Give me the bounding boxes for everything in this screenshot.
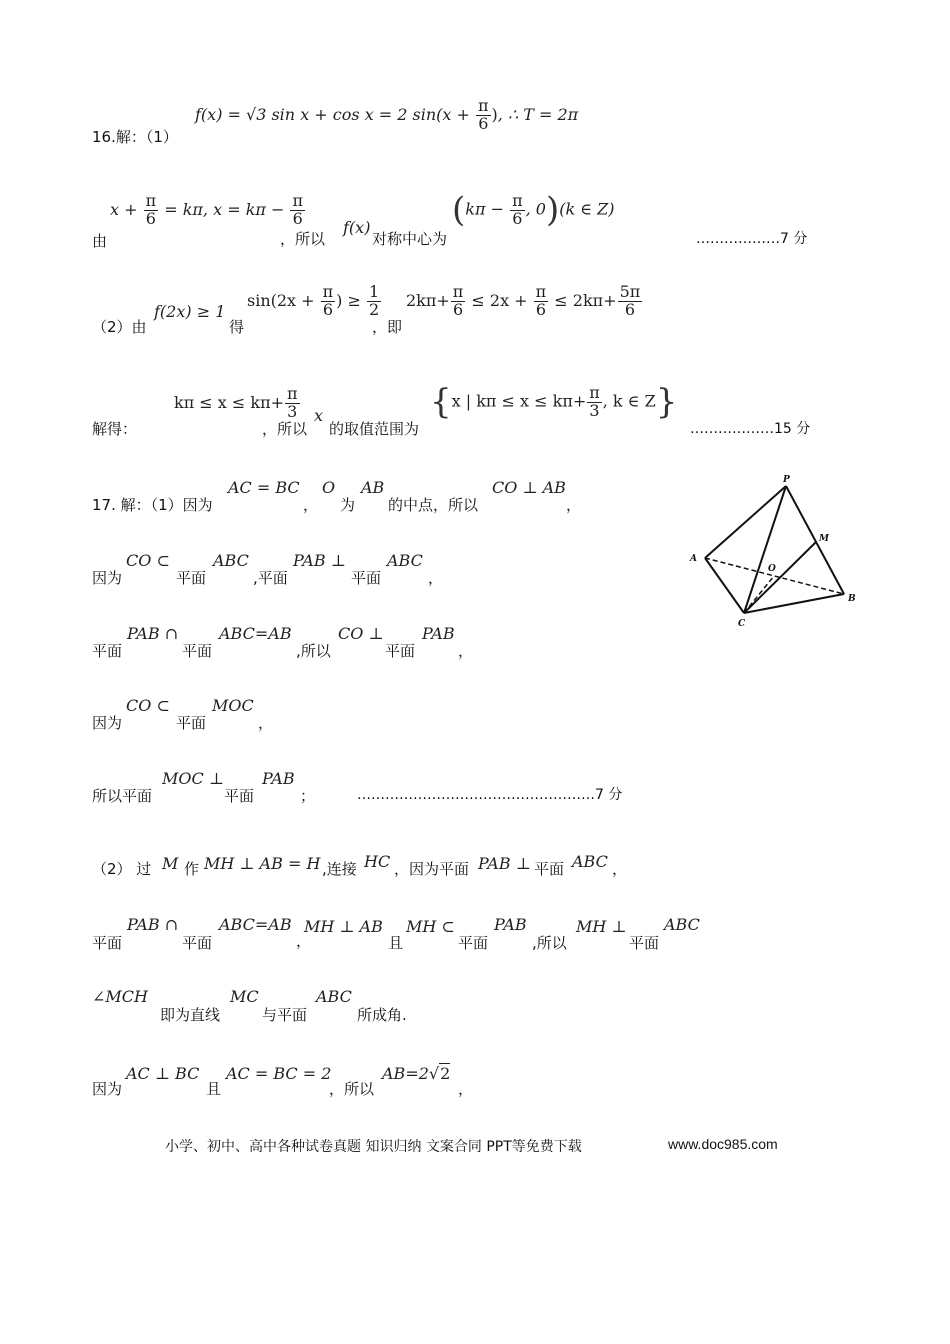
footer-text: 小学、初中、高中各种试卷真题 知识归纳 文案合同 PPT等免费下载	[165, 1139, 582, 1155]
plane: 平面	[182, 934, 213, 952]
q17-l9-ab: AB=2√2	[382, 1064, 451, 1083]
label-o: O	[768, 564, 776, 574]
score-15: ………………15 分	[690, 421, 811, 437]
q17-l4-yinwei: 因为	[92, 714, 123, 732]
q17-p2-abc: ABC	[572, 852, 608, 871]
q16-range-b: 的取值范围为	[329, 420, 420, 438]
q17-l9-yinwei: 因为	[92, 1080, 123, 1098]
q17-l4-moc: MOC	[212, 696, 254, 715]
plane: 平面	[92, 642, 123, 660]
comma: ，	[258, 714, 274, 732]
plane: 平面	[182, 642, 213, 660]
q17-p2-pm: 平面	[534, 860, 565, 878]
label-a: A	[690, 554, 697, 564]
q16-x: x	[314, 406, 324, 425]
q17-l2-abc2: ABC	[387, 551, 423, 570]
q17-l8-mc: MC	[230, 987, 259, 1006]
q17-l1-perp: CO ⊥ AB	[492, 478, 566, 497]
plane: 平面	[385, 642, 416, 660]
q17-l8-abc: ABC	[316, 987, 352, 1006]
q17-l7-mh2: MH ⊂	[406, 917, 455, 936]
comma: ，	[458, 642, 474, 660]
q17-l9-end: ，	[458, 1080, 474, 1098]
q17-l1-wei: 为	[340, 496, 356, 514]
q17-l5-semi: ；	[300, 787, 316, 805]
q17-l2-abc: ABC	[213, 551, 249, 570]
plane: 平面	[351, 569, 382, 587]
q16-solution-set: {x | kπ ≤ x ≤ kπ+ $\frac{\pi}{3}$ , k ∈ Z}	[430, 382, 678, 422]
label-c: C	[738, 619, 746, 629]
q17-l7-qie: 且	[388, 934, 404, 952]
q16-suoyi: ，所以	[280, 230, 326, 248]
q16-solution: kπ ≤ x ≤ kπ+ $\frac{\pi}{3}$	[174, 384, 298, 421]
plane: 平面	[92, 934, 123, 952]
q16-jiede: 解得：	[92, 420, 138, 438]
q17-p2-zuo: 作	[184, 860, 200, 878]
q16-sin-ineq: sin(2x + $\frac{\pi}{6}$ ) ≥ $\frac{1}{2}$	[247, 282, 380, 319]
score-7-a: ………………7 分	[696, 231, 808, 247]
q17-l8-jiwei: 即为直线	[160, 1006, 221, 1024]
q17-l8-yu: 与平面	[262, 1006, 308, 1024]
q16-center-label: 对称中心为	[372, 230, 448, 248]
comma: ，	[566, 496, 582, 514]
q17-l9-qie: 且	[206, 1080, 222, 1098]
q16-ineq: 2kπ+ $\frac{\pi}{6}$ ≤ 2x + $\frac{\pi}{6}$ ≤ 2kπ+ $\frac{5\pi}{6}$	[406, 282, 641, 319]
q17-l7-pab2: PAB	[494, 915, 527, 934]
q17-p2-pab: PAB ⊥	[478, 854, 531, 873]
plane: 平面	[176, 714, 207, 732]
q17-p2-yin: ，因为平面	[394, 860, 470, 878]
q17-l7-mh3: MH ⊥	[576, 917, 627, 936]
q17-l2-co: CO ⊂	[126, 551, 170, 570]
q17-p2-lian: ,连接	[322, 860, 357, 878]
tetrahedron-figure	[680, 470, 870, 640]
plane: 平面	[458, 934, 489, 952]
q17-l3-abc: ABC=AB	[219, 624, 292, 643]
q16-label: 16.解：（1）	[92, 128, 178, 146]
q17-p2-mh: MH ⊥ AB = H	[204, 854, 321, 873]
q17-l5-pab: PAB	[262, 769, 295, 788]
q16-you: 由	[92, 232, 108, 250]
edge-pb	[786, 486, 844, 594]
q16-formula-center: x + $\frac{\pi}{6}$ = kπ, x = kπ − $\frac{\pi}{6}$	[110, 191, 303, 228]
comma: ，	[303, 496, 319, 514]
footer-link[interactable]: www.doc985.com	[668, 1136, 778, 1152]
comma: ，	[428, 569, 444, 587]
label-m: M	[819, 534, 829, 544]
q17-l1-a: 17. 解：（1）因为	[92, 496, 213, 514]
q16-fx: f(x)	[343, 218, 371, 237]
q17-l5-moc: MOC ⊥	[162, 769, 224, 788]
score-7-b: ……………………………………………7 分	[357, 787, 623, 803]
q17-p2-hc: HC	[364, 852, 391, 871]
q17-l3-pab: PAB ∩	[127, 624, 179, 643]
q17-l7-mh: MH ⊥ AB	[304, 917, 383, 936]
q17-p2-end: ，	[612, 860, 628, 878]
plane: 平面	[629, 934, 660, 952]
q17-l1-o: O	[322, 478, 336, 497]
plane: 平面	[224, 787, 255, 805]
q17-p2-m: M	[162, 854, 179, 873]
plane: 平面	[176, 569, 207, 587]
q17-l7-pab: PAB ∩	[127, 915, 179, 934]
q17-l9-ac: AC ⊥ BC	[126, 1064, 200, 1083]
q16-de: 得	[229, 318, 245, 336]
q17-l7-abc: ABC=AB	[219, 915, 292, 934]
q17-l1-ac: AC = BC	[228, 478, 300, 497]
comma: ，	[296, 932, 312, 950]
q17-l5-suoyi: 所以平面	[92, 787, 153, 805]
q17-l3-suoyi: ,所以	[296, 642, 331, 660]
q17-l2-yinwei: 因为	[92, 569, 123, 587]
label-b: B	[848, 594, 856, 604]
q17-l7-suoyi: ,所以	[532, 934, 567, 952]
q17-l9-suoyi: ，所以	[329, 1080, 375, 1098]
q16-part2: （2）由	[92, 318, 147, 336]
q16-center-point: (kπ − $\frac{\pi}{6}$ , 0)(k ∈ Z)	[452, 190, 615, 230]
label-p: P	[783, 475, 790, 485]
q16-f2x: f(2x) ≥ 1	[154, 302, 226, 321]
q16-formula-f: f(x) = √3 sin x + cos x = 2 sin(x + $\frac{\pi}{6}$ ), ∴ T = 2π	[195, 96, 579, 133]
q17-l2-pab: PAB ⊥	[293, 551, 346, 570]
q17-l2-comma-plane: ,平面	[253, 569, 288, 587]
q17-l9-ac2: AC = BC = 2	[226, 1064, 332, 1083]
q17-l3-co: CO ⊥	[338, 624, 384, 643]
q17-l8-end: 所成角.	[357, 1006, 407, 1024]
q17-p2-a: （2） 过	[92, 860, 152, 878]
q17-l4-co: CO ⊂	[126, 696, 170, 715]
q17-l8-angle: ∠MCH	[92, 987, 148, 1006]
q17-l7-abc2: ABC	[664, 915, 700, 934]
q16-range-a: ，所以	[262, 420, 308, 438]
q17-l1-ab: AB	[361, 478, 385, 497]
q17-l1-mid: 的中点，所以	[388, 496, 479, 514]
q17-l3-pab2: PAB	[422, 624, 455, 643]
q16-ji: ，即	[372, 318, 403, 336]
